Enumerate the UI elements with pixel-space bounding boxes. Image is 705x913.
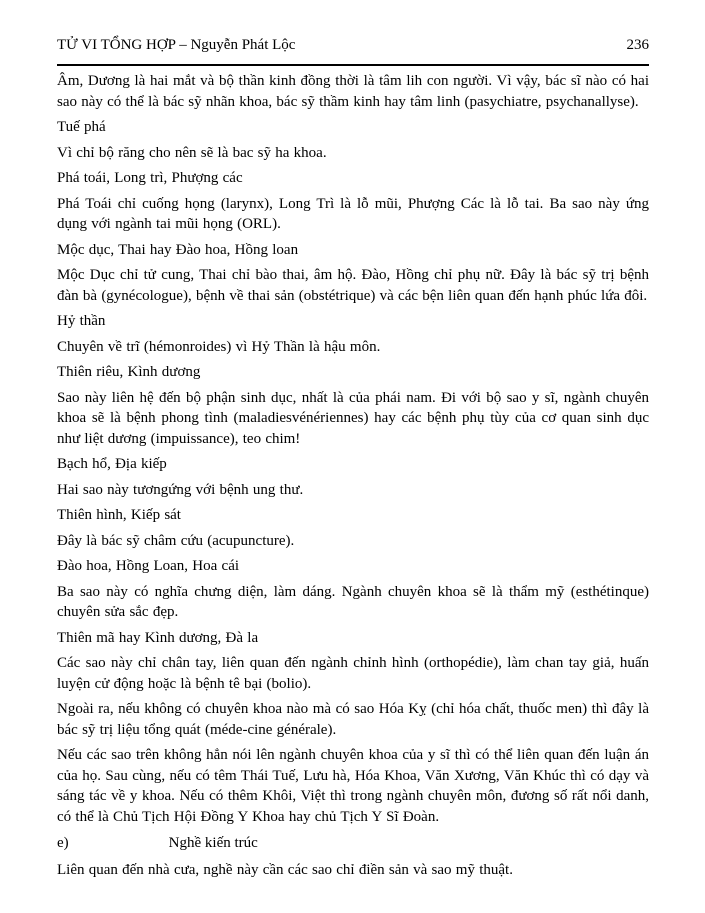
star-group-label: Tuế phá xyxy=(57,119,106,135)
star-group-label: Thiên riêu, Kình dương xyxy=(57,364,201,380)
paragraph: Đây là bác sỹ châm cứu (acupuncture). xyxy=(57,532,295,549)
star-group-label: Hỷ thần xyxy=(57,313,106,329)
star-group-label: Đào hoa, Hồng Loan, Hoa cái xyxy=(57,558,240,574)
star-group-label: Phá toái, Long trì, Phượng các xyxy=(57,170,243,186)
page-header xyxy=(57,36,649,54)
star-group-label: Thiên mã hay Kình dương, Đà la xyxy=(57,629,259,646)
star-group-label: Thiên hình, Kiếp sát xyxy=(57,507,181,523)
paragraph: Các sao này chỉ chân tay, liên quan đến ngành chỉnh hình (orthopédie), làm chan tay giả, huấn luyện cử động hoặc là bệnh tê bại (bolio). xyxy=(57,655,649,692)
page-body xyxy=(57,71,649,880)
section-letter: e) xyxy=(57,835,69,851)
paragraph: Ba sao này có nghĩa chưng diện, làm dáng. Ngành chuyên khoa sẽ là thẩm mỹ (esthétinque) chuyên sửa sắc đẹp. xyxy=(57,583,649,620)
section-title: Nghề kiến trúc xyxy=(168,835,258,851)
book-title: TỬ VI TỔNG HỢP – Nguyễn Phát Lộc xyxy=(57,37,296,53)
paragraph: Hai sao này tươngứng với bệnh ung thư. xyxy=(57,481,304,498)
paragraph: Phá Toái chỉ cuống họng (larynx), Long Trì là lỗ mũi, Phượng Các là lỗ tai. Ba sao này ứng dụng với ngành tai mũi họng (ORL). xyxy=(57,195,649,232)
section-heading xyxy=(57,833,649,854)
paragraph: Vì chỉ bộ răng cho nên sẽ là bac sỹ ha khoa. xyxy=(57,144,327,161)
star-group-label: Bạch hổ, Địa kiếp xyxy=(57,456,167,472)
paragraph: Sao này liên hệ đến bộ phận sinh dục, nhất là của phái nam. Đi với bộ sao y sĩ, ngành chuyên khoa sẽ là bệnh phong tình (maladiesvénériennes) hay các bệnh phụ tùy của cơ quan sinh dục như liệt dương (impuissance), teo chim! xyxy=(57,389,649,447)
paragraph: Âm, Dương là hai mắt và bộ thần kinh đồng thời là tâm lih con người. Vì vậy, bác sĩ nào có hai sao này có thể là bác sỹ nhãn khoa, bác sỹ thầm kinh hay tâm linh (pasychiatre, psychanallyse). xyxy=(57,73,649,110)
paragraph: Chuyên về trĩ (hémonroides) vì Hỷ Thần là hậu môn. xyxy=(57,338,381,355)
header-divider xyxy=(57,64,649,66)
paragraph: Liên quan đến nhà cưa, nghề này cần các sao chỉ điền sản và sao mỹ thuật. xyxy=(57,861,513,878)
paragraph: Mộc Dục chỉ tử cung, Thai chỉ bào thai, âm hộ. Đào, Hồng chỉ phụ nữ. Đây là bác sỹ trị bệnh đàn bà (gynécologue), bệnh về thai sản (obstétrique) và các bện liên quan đến hạnh phúc lứa đôi. xyxy=(57,267,649,304)
page-number: 236 xyxy=(626,37,649,53)
paragraph: Nếu các sao trên không hẳn nói lên ngành chuyên khoa của y sĩ thì có thể liên quan đến luận án của họ. Sau cùng, nếu có têm Thái Tuế, Lưu hà, Hóa Khoa, Văn Xương, Văn Khúc thì có dạy và sáng tác về y khoa. Nếu có thêm Khôi, Việt thì trong ngành chuyên môn, đương số rất nổi danh, có thể là Chủ Tịch Hội Đồng Y Khoa hay chủ Tịch Y Sĩ Đoàn. xyxy=(57,747,649,825)
star-group-label: Mộc dục, Thai hay Đào hoa, Hồng loan xyxy=(57,241,299,258)
paragraph: Ngoài ra, nếu không có chuyên khoa nào mà có sao Hóa Kỵ (chỉ hóa chất, thuốc men) thì đây là bác sỹ trị liệu tổng quát (méde-cine générale). xyxy=(57,701,649,738)
